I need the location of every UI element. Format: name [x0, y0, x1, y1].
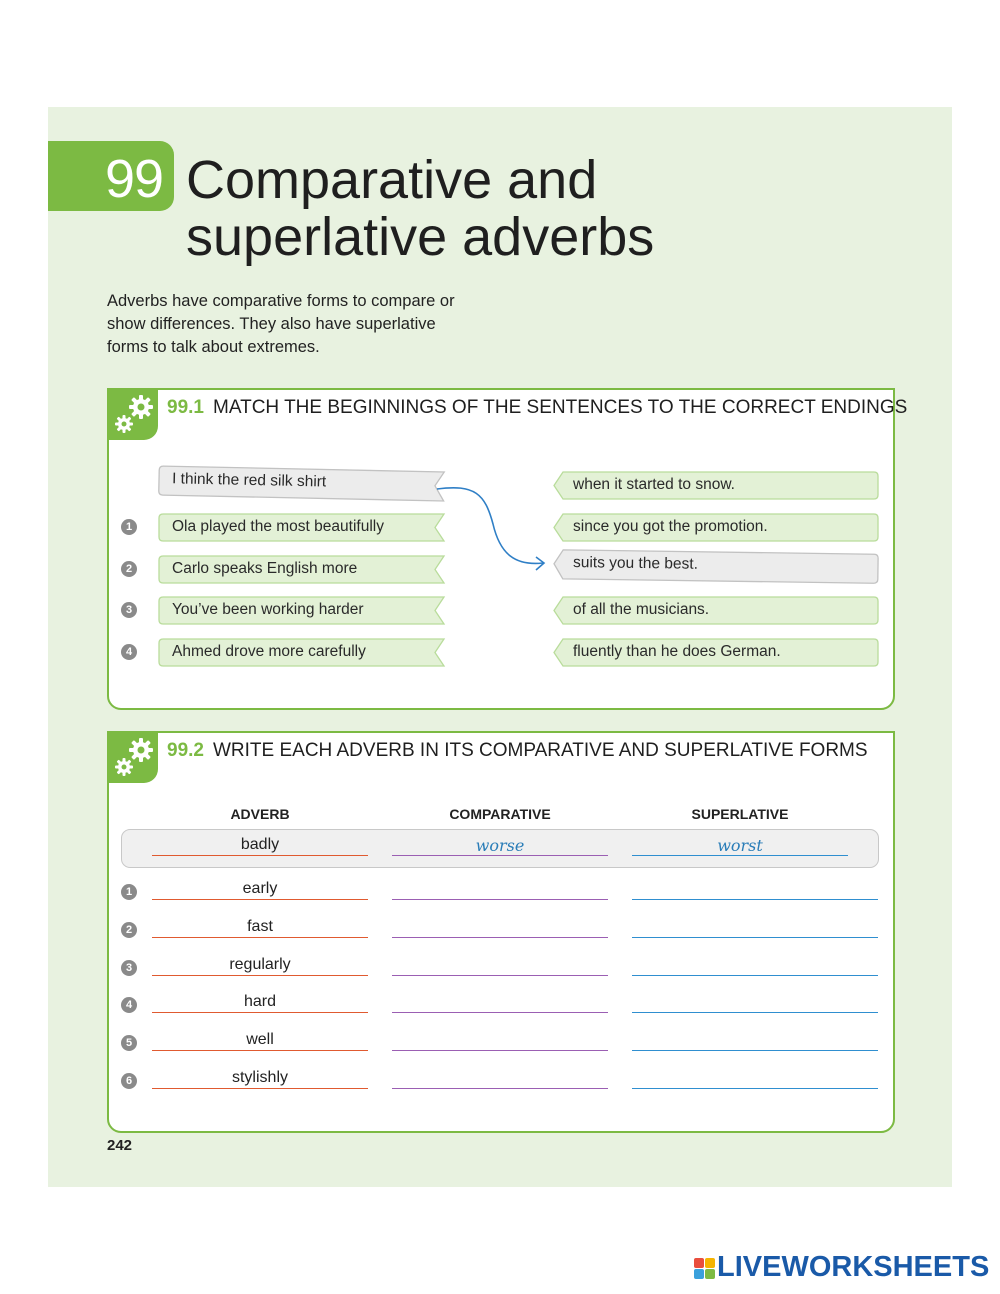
brand-name[interactable]: LIVEWORKSHEETS: [717, 1251, 990, 1283]
comparative-answer-field[interactable]: [392, 975, 608, 976]
item-number: 4: [121, 644, 137, 660]
superlative-answer-field[interactable]: [632, 899, 878, 900]
example-ending: [552, 549, 878, 582]
comparative-answer-field[interactable]: [392, 1088, 608, 1089]
gears-icon: [110, 735, 156, 781]
adverb-line: [152, 1050, 368, 1051]
superlative-answer-field[interactable]: [632, 1088, 878, 1089]
adverb-line: [152, 975, 368, 976]
ending-box[interactable]: [552, 471, 878, 499]
adverb-word: stylishly: [231, 1069, 288, 1086]
item-number: 5: [121, 1035, 137, 1051]
adverb-line: [152, 937, 368, 938]
column-header-adverb: ADVERB: [230, 806, 290, 822]
adverb-word: early: [242, 880, 278, 897]
superlative-answer-field[interactable]: [632, 1050, 878, 1051]
example-comparative: worse: [475, 836, 525, 855]
answer-line: [152, 855, 368, 856]
comparative-answer-field[interactable]: [392, 937, 608, 938]
exercise-2-number: 99.2: [167, 740, 204, 761]
comparative-answer-field[interactable]: [392, 899, 608, 900]
beginning-text: Carlo speaks English more: [172, 560, 358, 577]
ending-box[interactable]: [552, 638, 878, 666]
example-adverb: badly: [240, 836, 280, 853]
beginning-box[interactable]: [158, 555, 444, 583]
unit-title-line2: superlative adverbs: [186, 207, 655, 267]
item-number: 1: [121, 519, 137, 535]
superlative-answer-field[interactable]: [632, 975, 878, 976]
column-header-superlative: SUPERLATIVE: [691, 806, 789, 822]
item-number: 2: [121, 922, 137, 938]
beginning-box[interactable]: [158, 513, 444, 541]
ending-box[interactable]: [552, 596, 878, 624]
ending-text: suits you the best.: [572, 554, 699, 573]
beginning-text: Ola played the most beautifully: [172, 518, 384, 535]
match-arrow-icon: [435, 484, 555, 574]
answer-line: [392, 855, 608, 856]
beginning-box[interactable]: [158, 596, 444, 624]
intro-text: Adverbs have comparative forms to compare or show differences. They also have superlative forms to talk about extremes.: [107, 292, 455, 356]
exercise-1-title: MATCH THE BEGINNINGS OF THE SENTENCES TO THE CORRECT ENDINGS: [213, 397, 908, 418]
ending-text: since you got the promotion.: [573, 518, 768, 535]
ending-text: fluently than he does German.: [573, 643, 781, 660]
superlative-answer-field[interactable]: [632, 937, 878, 938]
column-header-comparative: COMPARATIVE: [449, 806, 551, 822]
beginning-box[interactable]: [158, 638, 444, 666]
adverb-word: fast: [247, 918, 273, 935]
unit-title: [186, 152, 654, 266]
item-number: 3: [121, 602, 137, 618]
example-superlative: worst: [717, 836, 763, 855]
unit-number: 99: [105, 149, 164, 209]
ending-text: of all the musicians.: [573, 601, 710, 618]
adverb-line: [152, 1012, 368, 1013]
exercise-1-tab: [108, 390, 158, 440]
item-number: 2: [121, 561, 137, 577]
item-number: 6: [121, 1073, 137, 1089]
page-number: 242: [107, 1137, 133, 1154]
exercise-1-number: 99.1: [167, 397, 204, 418]
item-number: 4: [121, 997, 137, 1013]
exercise-2-tab: [108, 733, 158, 783]
beginning-text: Ahmed drove more carefully: [172, 643, 366, 660]
adverb-word: regularly: [229, 956, 291, 973]
example-beginning: [158, 465, 445, 499]
adverb-word: well: [246, 1031, 274, 1048]
adverb-line: [152, 1088, 368, 1089]
superlative-answer-field[interactable]: [632, 1012, 878, 1013]
exercise-2-title: WRITE EACH ADVERB IN ITS COMPARATIVE AND SUPERLATIVE FORMS: [213, 740, 868, 761]
item-number: 3: [121, 960, 137, 976]
comparative-answer-field[interactable]: [392, 1050, 608, 1051]
answer-line: [632, 855, 848, 856]
gears-icon: [110, 392, 156, 438]
example-beginning-text: I think the red silk shirt: [171, 470, 327, 491]
ending-box[interactable]: [552, 513, 878, 541]
item-number: 1: [121, 884, 137, 900]
adverb-line: [152, 899, 368, 900]
ending-text: when it started to snow.: [573, 476, 735, 493]
adverb-word: hard: [243, 993, 277, 1010]
comparative-answer-field[interactable]: [392, 1012, 608, 1013]
unit-title-line1: Comparative and: [186, 150, 598, 210]
beginning-text: You’ve been working harder: [172, 601, 364, 618]
